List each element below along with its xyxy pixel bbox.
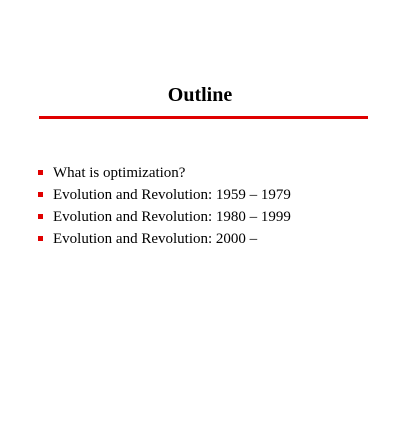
bullet-text: Evolution and Revolution: 1980 – 1999 — [53, 209, 291, 225]
bullet-text: Evolution and Revolution: 2000 – — [53, 231, 258, 247]
square-bullet-icon — [38, 236, 43, 241]
square-bullet-icon — [38, 170, 43, 175]
bullet-text: What is optimization? — [53, 165, 186, 181]
square-bullet-icon — [38, 192, 43, 197]
square-bullet-icon — [38, 214, 43, 219]
slide-title: Outline — [167, 84, 233, 106]
title-divider — [39, 116, 368, 119]
bullet-text: Evolution and Revolution: 1959 – 1979 — [53, 187, 291, 203]
